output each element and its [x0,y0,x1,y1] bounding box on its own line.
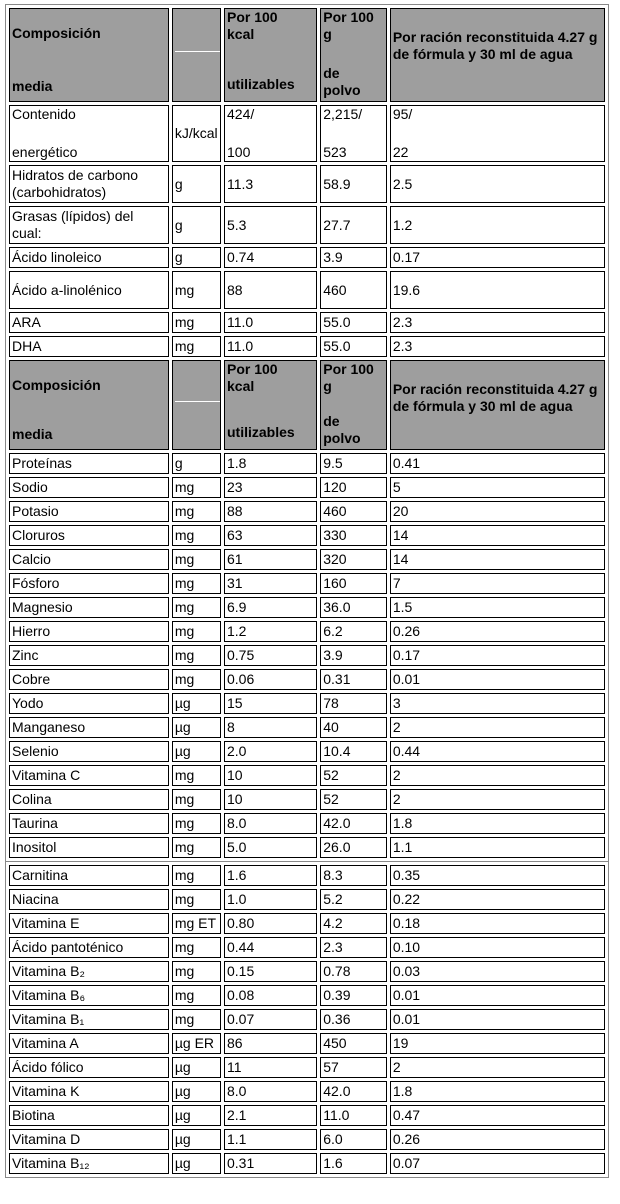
nutrient-row [9,645,605,666]
nutrient-row [9,717,605,738]
nutrient-name: Zinc [9,645,169,666]
value-per-100-g: 320 [320,549,387,570]
value-per-serving: 19.6 [390,271,605,309]
nutrient-name: Ácido linoleico [9,247,169,268]
energy-row [9,105,605,162]
value-per-serving: 0.01 [390,669,605,690]
nutrient-unit: µg [172,693,221,714]
value-per-100-kcal: 0.06 [224,669,317,690]
value-per-100-g: 42.0 [320,813,387,834]
nutrient-name: Magnesio [9,597,169,618]
nutrient-unit: mg [172,765,221,786]
header-line: Por 100 [323,361,374,377]
nutrient-name: Niacina [9,889,169,910]
header-line: Por 100 [323,9,374,25]
value-per-100-kcal: 6.9 [224,597,317,618]
nutrient-name: Ácido a-linolénico [9,271,169,309]
nutrient-row [9,1057,605,1078]
value-per-100-kcal: 2.0 [224,741,317,762]
nutrient-name: Ácido pantoténico [9,937,169,958]
nutrient-name: Ácido fólico [9,1057,169,1078]
header-kcal-stack [227,9,314,93]
value-per-serving: 0.22 [390,889,605,910]
value-per-100-kcal: 86 [224,1033,317,1054]
header-line: utilizables [227,424,295,440]
value-per-100-g: 3.9 [320,645,387,666]
nutrient-unit: µg [172,1081,221,1102]
nutrient-row [9,477,605,498]
header-line: de [323,65,340,81]
value-per-100-g: 0.36 [320,1009,387,1030]
nutrient-name: Vitamina K [9,1081,169,1102]
nutrient-unit: g [172,206,221,244]
value-per-serving: 19 [390,1033,605,1054]
value-per-100-kcal: 0.07 [224,1009,317,1030]
value-per-serving: 0.18 [390,913,605,934]
value-per-100-g: 52 [320,789,387,810]
value-per-serving: 0.26 [390,621,605,642]
value-per-100-kcal: 8.0 [224,1081,317,1102]
nutrient-name: Yodo [9,693,169,714]
value-per-100-g: 27.7 [320,206,387,244]
header-row [9,360,605,450]
energy-per100kcal-line: 100 [227,144,251,160]
nutrient-row [9,837,605,858]
header-line: Composición [12,377,101,393]
nutrient-unit: mg [172,645,221,666]
value-per-100-g: 5.2 [320,889,387,910]
nutrient-name: Vitamina B₂ [9,961,169,982]
value-per-serving: 2.3 [390,312,605,333]
nutrient-row [9,1129,605,1150]
nutrient-name: Taurina [9,813,169,834]
value-per-serving: 2.5 [390,165,605,203]
value-per-100-g: 52 [320,765,387,786]
value-per-serving: 1.2 [390,206,605,244]
nutrient-name: ARA [9,312,169,333]
energy-per100g [320,105,387,162]
header-composicion-stack [12,25,166,95]
nutrient-name: Grasas (lípidos) del cual: [9,206,169,244]
nutrient-name: Proteínas [9,453,169,474]
value-per-100-g: 9.5 [320,453,387,474]
value-per-100-kcal: 1.2 [224,621,317,642]
nutrient-row [9,1105,605,1126]
nutrient-row [9,525,605,546]
composition-table-main [5,4,609,862]
value-per-serving: 0.26 [390,1129,605,1150]
nutrient-row [9,865,605,886]
value-per-100-kcal: 1.6 [224,865,317,886]
value-per-100-g: 6.0 [320,1129,387,1150]
value-per-serving: 0.17 [390,645,605,666]
nutrient-row [9,669,605,690]
nutrient-unit: mg [172,549,221,570]
value-per-100-g: 10.4 [320,741,387,762]
nutrient-row [9,271,605,309]
value-per-100-kcal: 5.3 [224,206,317,244]
header-line: Por 100 [227,9,278,25]
nutrient-unit: mg [172,813,221,834]
nutrient-name: Biotina [9,1105,169,1126]
energy-serving-stack [393,106,602,161]
nutrient-name: DHA [9,336,169,357]
value-per-100-g: 460 [320,501,387,522]
value-per-100-g: 460 [320,271,387,309]
header-composicion-stack [12,377,166,443]
value-per-100-kcal: 11.3 [224,165,317,203]
nutrient-unit: µg [172,1129,221,1150]
nutrient-unit: mg [172,336,221,357]
value-per-serving: 0.44 [390,741,605,762]
nutrient-row [9,937,605,958]
value-per-100-kcal: 5.0 [224,837,317,858]
nutrient-row [9,813,605,834]
value-per-100-kcal: 2.1 [224,1105,317,1126]
value-per-100-g: 3.9 [320,247,387,268]
nutrient-unit: mg [172,477,221,498]
value-per-serving: 0.35 [390,865,605,886]
header-kcal-stack [227,361,314,441]
value-per-100-kcal: 63 [224,525,317,546]
value-per-serving: 1.5 [390,597,605,618]
value-per-serving: 1.1 [390,837,605,858]
nutrient-unit: µg [172,1057,221,1078]
header-line: utilizables [227,76,295,92]
header-line: media [12,426,53,442]
nutrient-unit: g [172,165,221,203]
value-per-100-g: 0.31 [320,669,387,690]
nutrient-unit: mg [172,669,221,690]
nutrient-name: Colina [9,789,169,810]
value-per-100-kcal: 10 [224,765,317,786]
value-per-serving: 0.47 [390,1105,605,1126]
value-per-100-kcal: 1.0 [224,889,317,910]
nutrient-row [9,165,605,203]
header-line: polvo [323,430,361,446]
header-per-serving: Por ración reconstituida 4.27 g de fórmula y 30 ml de agua [390,360,605,450]
value-per-100-g: 160 [320,573,387,594]
nutrient-unit: g [172,247,221,268]
header-divider-line [175,51,220,52]
energy-name-line: energético [12,144,78,160]
nutrient-name: Cloruros [9,525,169,546]
energy-serving-line: 22 [392,144,409,160]
header-line: media [12,78,53,94]
value-per-100-kcal: 0.15 [224,961,317,982]
nutrient-unit: mg [172,837,221,858]
value-per-100-kcal: 11.0 [224,312,317,333]
value-per-100-g: 42.0 [320,1081,387,1102]
nutrient-unit: mg [172,525,221,546]
nutrient-row [9,597,605,618]
value-per-100-g: 57 [320,1057,387,1078]
value-per-100-g: 120 [320,477,387,498]
nutrient-name: Vitamina D [9,1129,169,1150]
nutrient-row [9,913,605,934]
nutrient-row [9,789,605,810]
value-per-100-kcal: 23 [224,477,317,498]
value-per-100-g: 4.2 [320,913,387,934]
energy-unit: kJ/kcal [172,105,221,162]
energy-per100g-line: 523 [323,144,347,160]
value-per-100-kcal: 31 [224,573,317,594]
header-per-100-kcal [224,8,317,102]
nutrient-unit: mg ET [172,913,221,934]
energy-name-stack [12,106,166,161]
nutrient-unit: mg [172,1009,221,1030]
value-per-serving: 5 [390,477,605,498]
energy-per100g-stack [323,106,384,161]
nutrient-name: Hidratos de carbono (carbohidratos) [9,165,169,203]
nutrient-name: Selenio [9,741,169,762]
header-g-bottom [323,413,384,447]
nutrient-name: Calcio [9,549,169,570]
header-per-100-g [320,360,387,450]
value-per-serving: 2.3 [390,336,605,357]
value-per-100-g: 36.0 [320,597,387,618]
value-per-serving: 0.07 [390,1153,605,1174]
value-per-100-kcal: 0.44 [224,937,317,958]
nutrient-name: Vitamina E [9,913,169,934]
value-per-100-kcal: 0.31 [224,1153,317,1174]
nutrient-unit: mg [172,573,221,594]
header-per-serving: Por ración reconstituida 4.27 g de fórmula y 30 ml de agua [390,8,605,102]
header-unit-blank [172,360,221,450]
value-per-100-kcal: 0.80 [224,913,317,934]
header-kcal-top [227,361,314,395]
value-per-100-g: 8.3 [320,865,387,886]
value-per-100-kcal: 8 [224,717,317,738]
nutrient-unit: mg [172,789,221,810]
value-per-serving: 2 [390,717,605,738]
energy-name-line: Contenido [12,106,76,122]
nutrient-unit: µg ER [172,1033,221,1054]
nutrient-unit: mg [172,937,221,958]
energy-per100g-line: 2,215/ [323,106,363,122]
nutrient-name: Potasio [9,501,169,522]
energy-name [9,105,169,162]
nutrient-name: Vitamina A [9,1033,169,1054]
nutrient-row [9,573,605,594]
energy-per100kcal-line: 424/ [227,106,255,122]
nutrient-name: Hierro [9,621,169,642]
nutrient-unit: mg [172,501,221,522]
value-per-100-kcal: 1.1 [224,1129,317,1150]
value-per-serving: 2 [390,789,605,810]
nutrient-name: Manganeso [9,717,169,738]
value-per-100-kcal: 0.08 [224,985,317,1006]
nutrient-row [9,693,605,714]
value-per-100-g: 0.39 [320,985,387,1006]
value-per-100-kcal: 0.75 [224,645,317,666]
nutrient-name: Cobre [9,669,169,690]
value-per-serving: 14 [390,549,605,570]
energy-serving-line: 95/ [392,106,413,122]
header-line: kcal [227,378,255,394]
nutrient-unit: µg [172,1153,221,1174]
nutrient-row [9,312,605,333]
value-per-100-kcal: 10 [224,789,317,810]
nutrient-unit: mg [172,961,221,982]
nutrient-name: Inositol [9,837,169,858]
nutrient-unit: mg [172,865,221,886]
energy-per100kcal [224,105,317,162]
value-per-100-g: 40 [320,717,387,738]
header-unit-blank [172,8,221,102]
value-per-serving: 2 [390,1057,605,1078]
nutrient-row [9,453,605,474]
energy-per100kcal-stack [227,106,314,161]
value-per-100-g: 0.78 [320,961,387,982]
value-per-100-kcal: 8.0 [224,813,317,834]
value-per-100-g: 6.2 [320,621,387,642]
nutrient-name: Vitamina C [9,765,169,786]
nutrient-name: Fósforo [9,573,169,594]
value-per-100-kcal: 15 [224,693,317,714]
value-per-100-kcal: 88 [224,271,317,309]
header-line: de [323,413,340,429]
nutrient-unit: mg [172,985,221,1006]
nutrient-row [9,501,605,522]
value-per-100-kcal: 11.0 [224,336,317,357]
nutrient-unit: mg [172,597,221,618]
header-g-bottom [323,65,384,99]
value-per-serving: 3 [390,693,605,714]
header-per-100-g [320,8,387,102]
header-line: Composición [12,25,101,41]
value-per-100-g: 2.3 [320,937,387,958]
nutrient-unit: g [172,453,221,474]
value-per-serving: 1.8 [390,1081,605,1102]
value-per-100-g: 450 [320,1033,387,1054]
header-g-top [323,361,384,395]
header-line: kcal [227,26,255,42]
nutrient-unit: mg [172,312,221,333]
value-per-100-g: 330 [320,525,387,546]
value-per-100-kcal: 88 [224,501,317,522]
header-line: Por 100 [227,361,278,377]
value-per-serving: 0.01 [390,985,605,1006]
value-per-serving: 0.41 [390,453,605,474]
nutrient-row [9,549,605,570]
nutrient-name: Vitamina B₁ [9,1009,169,1030]
value-per-100-kcal: 1.8 [224,453,317,474]
header-g-top [323,9,384,43]
value-per-100-g: 58.9 [320,165,387,203]
value-per-100-g: 26.0 [320,837,387,858]
value-per-serving: 7 [390,573,605,594]
value-per-serving: 14 [390,525,605,546]
nutrient-row [9,621,605,642]
value-per-serving: 0.01 [390,1009,605,1030]
header-kcal-top [227,9,314,43]
nutrient-unit: mg [172,889,221,910]
value-per-100-kcal: 0.74 [224,247,317,268]
header-g-stack [323,9,384,99]
header-divider-line [175,401,220,402]
header-row [9,8,605,102]
nutrient-name: Vitamina B₆ [9,985,169,1006]
nutrient-row [9,1009,605,1030]
nutrient-row [9,1033,605,1054]
header-line: g [323,378,332,394]
value-per-serving: 20 [390,501,605,522]
header-line: polvo [323,82,361,98]
nutrient-row [9,247,605,268]
nutrient-row [9,985,605,1006]
nutrient-name: Vitamina B₁₂ [9,1153,169,1174]
nutrient-unit: µg [172,717,221,738]
nutrient-row [9,1081,605,1102]
energy-serving [390,105,605,162]
value-per-100-g: 11.0 [320,1105,387,1126]
nutrient-row [9,889,605,910]
value-per-serving: 1.8 [390,813,605,834]
value-per-100-g: 55.0 [320,312,387,333]
nutrient-name: Carnitina [9,865,169,886]
header-composicion [9,8,169,102]
nutrient-unit: µg [172,1105,221,1126]
header-per-100-kcal [224,360,317,450]
header-g-stack [323,361,384,447]
nutrient-row [9,336,605,357]
value-per-serving: 2 [390,765,605,786]
value-per-100-g: 1.6 [320,1153,387,1174]
value-per-100-kcal: 11 [224,1057,317,1078]
value-per-serving: 0.17 [390,247,605,268]
nutrient-unit: mg [172,621,221,642]
nutrient-name: Sodio [9,477,169,498]
value-per-serving: 0.10 [390,937,605,958]
value-per-serving: 0.03 [390,961,605,982]
value-per-100-kcal: 61 [224,549,317,570]
header-line: g [323,26,332,42]
header-composicion [9,360,169,450]
nutrient-unit: mg [172,271,221,309]
value-per-100-g: 55.0 [320,336,387,357]
nutrient-unit: µg [172,741,221,762]
nutrient-row [9,961,605,982]
composition-table-vitamins [5,861,609,1178]
nutrient-row [9,206,605,244]
nutrient-row [9,765,605,786]
nutrient-row [9,1153,605,1174]
nutrient-row [9,741,605,762]
value-per-100-g: 78 [320,693,387,714]
